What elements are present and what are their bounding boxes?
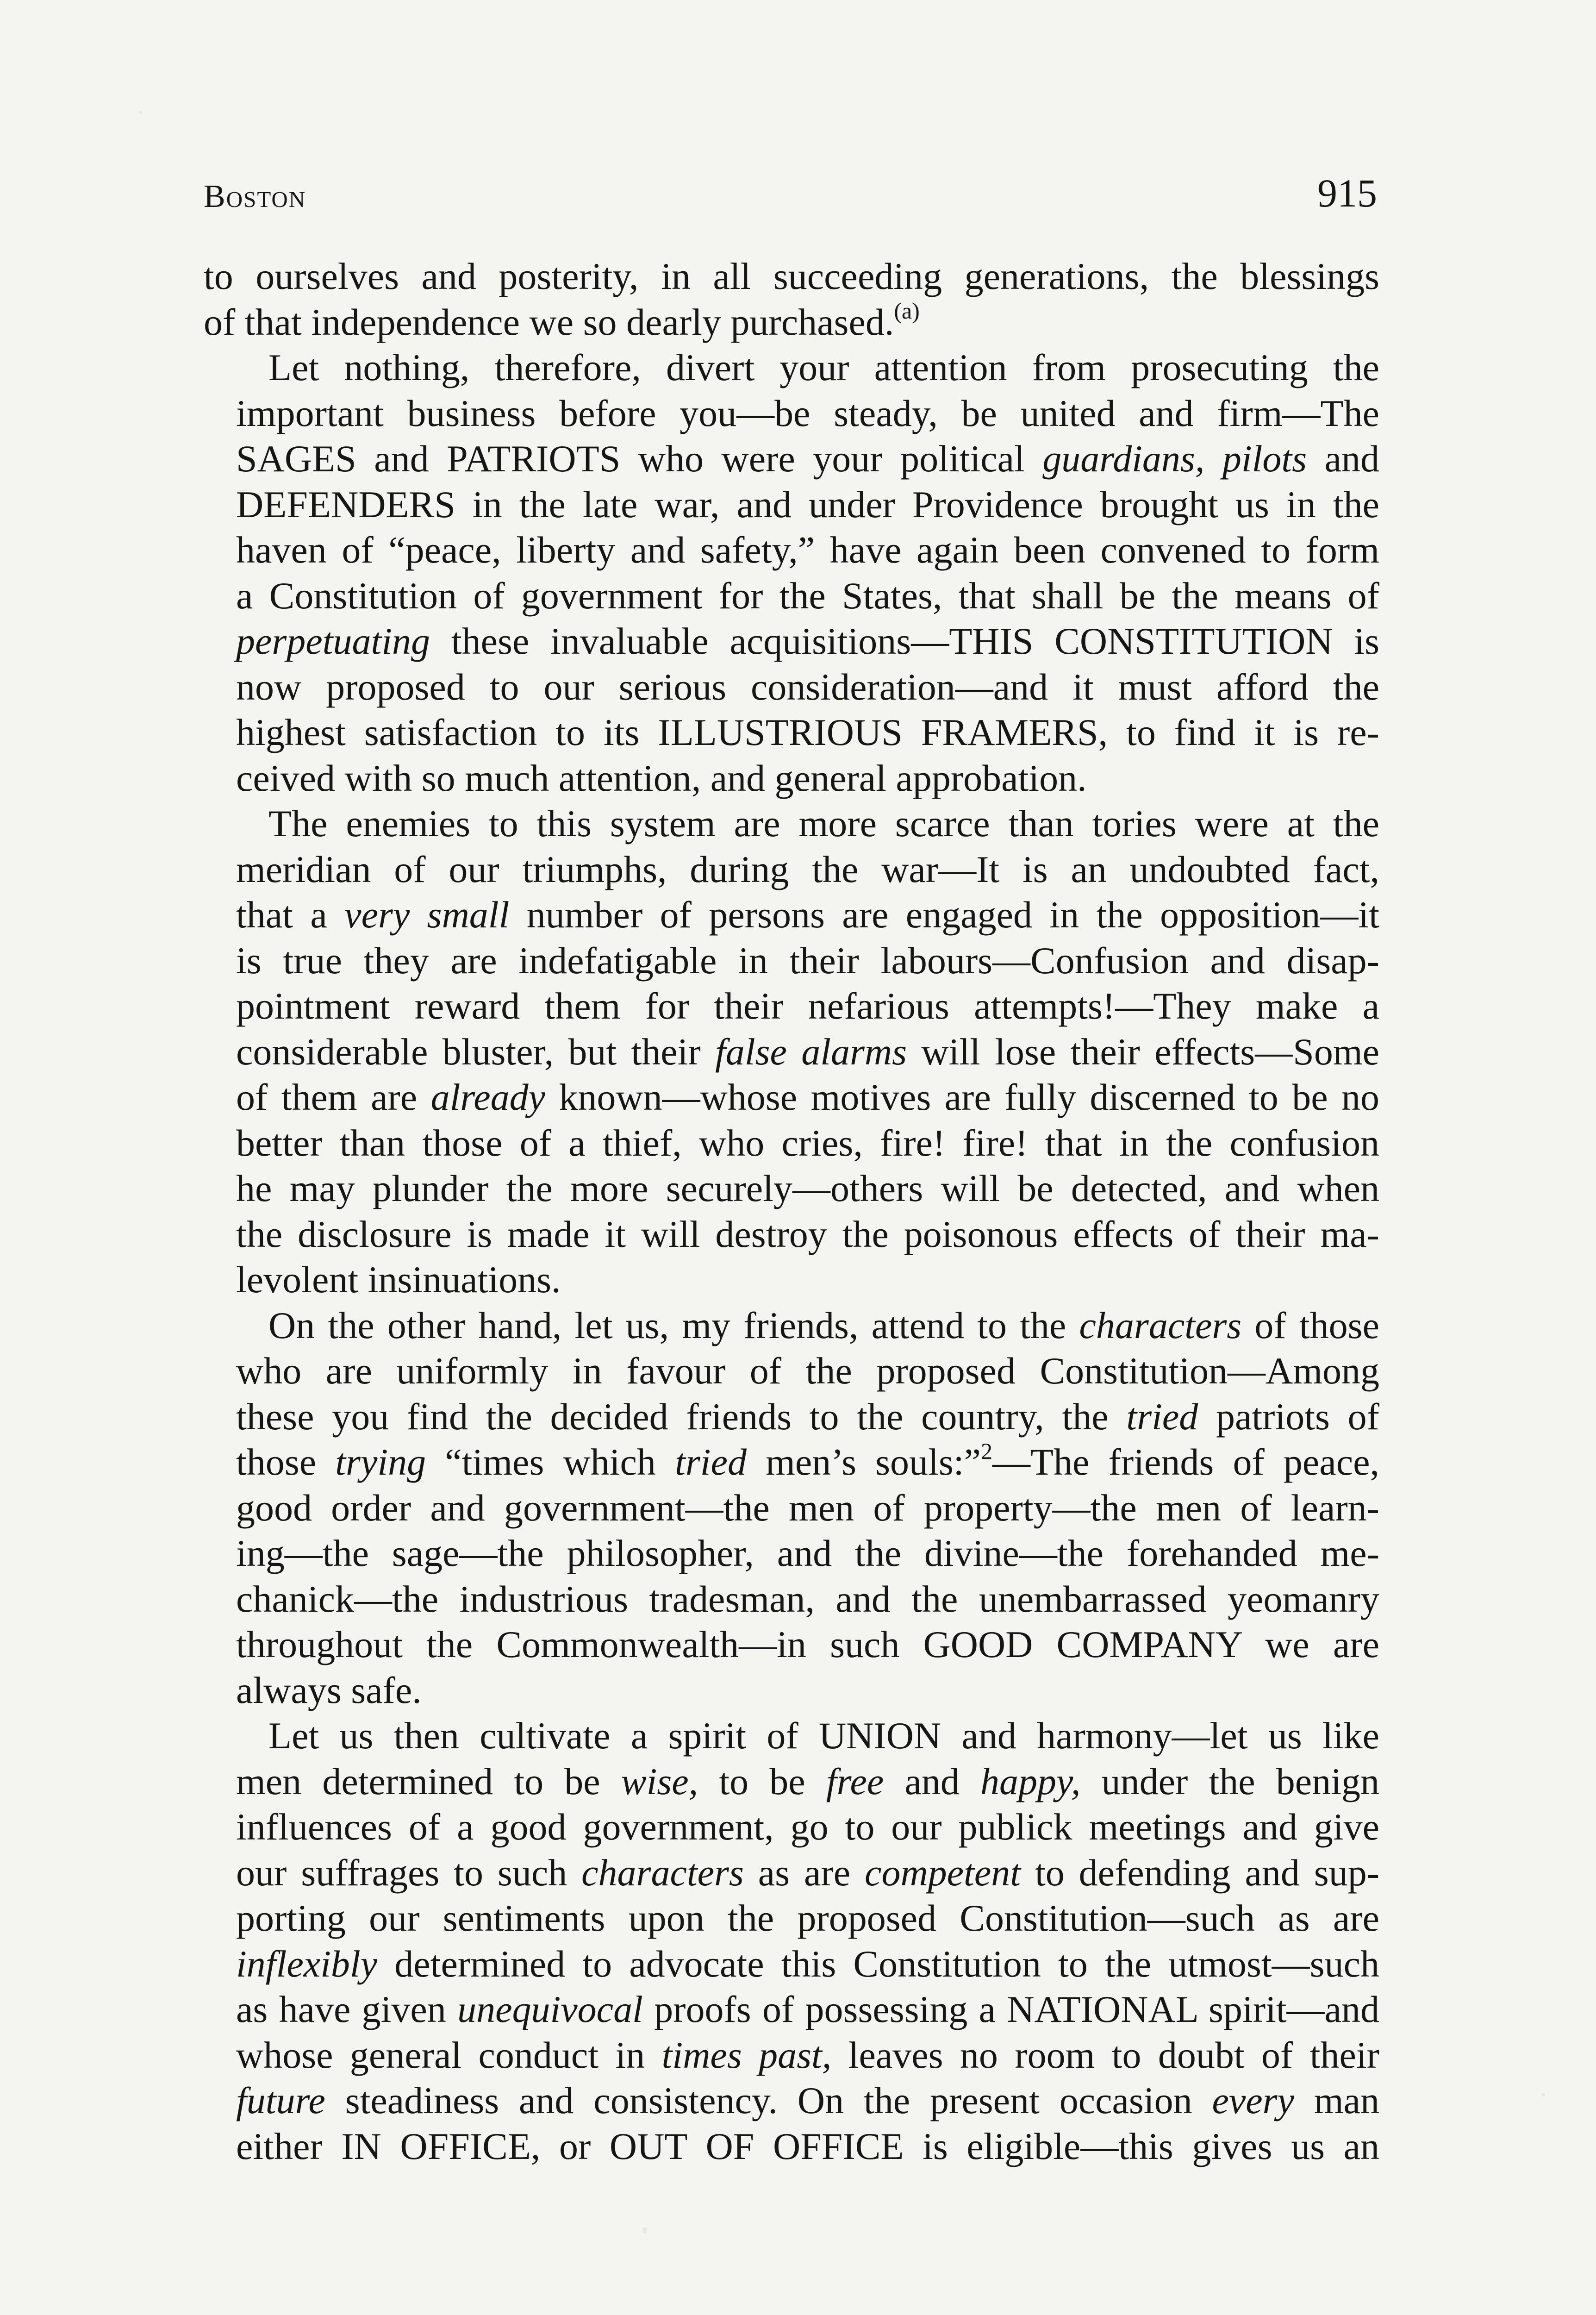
text-line: that a very small number of persons are engaged in the opposition—it [236, 894, 1379, 936]
text-line: important business before you—be steady, be united and firm—The [236, 392, 1379, 434]
paragraph [204, 254, 1379, 345]
text-line: those trying “times which tried men’s souls:”$^2$—The friends of peace, [236, 1438, 1380, 1483]
text-line: levolent insinuations. [236, 1258, 561, 1301]
text-line: perpetuating these invaluable acquisitions—THIS CONSTITUTION is [236, 620, 1379, 662]
paper-speck [1541, 2093, 1545, 2096]
paragraph [204, 1713, 1379, 2169]
paragraph [204, 1303, 1379, 1714]
text-line: inflexibly determined to advocate this Constitution to the utmost—such [236, 1942, 1379, 1985]
text-line: future steadiness and consistency. On the present occasion every man [236, 2079, 1379, 2121]
text-line: ceived with so much attention, and general approbation. [236, 757, 1087, 799]
text-line: of them are already known—whose motives are fully discerned to be no [236, 1076, 1379, 1118]
page-number: 915 [1317, 171, 1377, 215]
text-line: The enemies to this system are more scarce than tories were at the [268, 802, 1379, 845]
text-line: good order and government—the men of property—the men of learn- [236, 1486, 1379, 1529]
text-line: as have given unequivocal proofs of possessing a NATIONAL spirit—and [236, 1988, 1379, 2030]
text-line: a Constitution of government for the States, that shall be the means of [236, 574, 1379, 617]
text-line: Let nothing, therefore, divert your attention from prosecuting the [268, 346, 1379, 388]
running-title: Boston [204, 179, 306, 214]
text-line: porting our sentiments upon the proposed Constitution—such as are [236, 1897, 1379, 1939]
running-header [204, 171, 1377, 225]
body-text [204, 254, 1379, 2169]
text-line: now proposed to our serious consideration—and it must afford the [236, 665, 1379, 708]
text-line: pointment reward them for their nefarious attempts!—They make a [236, 985, 1379, 1027]
paper-speck [139, 111, 142, 114]
text-line: these you find the decided friends to the country, the tried patriots of [236, 1395, 1379, 1438]
text-line: who are uniformly in favour of the proposed Constitution—Among [236, 1350, 1379, 1392]
text-line: highest satisfaction to its ILLUSTRIOUS FRAMERS, to find it is re- [236, 711, 1379, 753]
text-line: he may plunder the more securely—others will be detected, and when [236, 1167, 1379, 1209]
text-line: men determined to be wise, to be free and happy, under the benign [236, 1760, 1379, 1802]
text-line: influences of a good government, go to our publick meetings and give [236, 1806, 1379, 1848]
paragraph [204, 345, 1379, 801]
text-line: On the other hand, let us, my friends, attend to the characters of those [268, 1304, 1379, 1346]
paragraph [204, 801, 1379, 1303]
paper-speck [642, 2227, 647, 2234]
text-line: always safe. [236, 1669, 422, 1711]
text-line: is true they are indefatigable in their labours—Confusion and disap- [236, 939, 1379, 982]
text-line: haven of “peace, liberty and safety,” have again been convened to form [236, 529, 1379, 571]
text-line: either IN OFFICE, or OUT OF OFFICE is eligible—this gives us an [236, 2125, 1379, 2167]
text-line: ing—the sage—the philosopher, and the divine—the forehanded me- [236, 1532, 1379, 1574]
text-line: DEFENDERS in the late war, and under Providence brought us in the [236, 483, 1379, 526]
text-line: meridian of our triumphs, during the war—It is an undoubted fact, [236, 848, 1379, 890]
text-line: throughout the Commonwealth—in such GOOD COMPANY we are [236, 1623, 1379, 1665]
text-line: whose general conduct in times past, leaves no room to doubt of their [236, 2033, 1379, 2076]
text-line: the disclosure is made it will destroy the poisonous effects of their ma- [236, 1213, 1379, 1255]
text-line: chanick—the industrious tradesman, and the unembarrassed yeomanry [236, 1577, 1379, 1620]
text-line: considerable bluster, but their false alarms will lose their effects—Some [236, 1030, 1380, 1073]
text-line: our suffrages to such characters as are competent to defending and sup- [236, 1851, 1379, 1894]
text-line: of that independence we so dearly purchased.$^{(a)}$ [204, 298, 920, 343]
text-line: SAGES and PATRIOTS who were your political guardians, pilots and [236, 438, 1379, 480]
text-line: better than those of a thief, who cries, fire! fire! that in the confusion [236, 1121, 1379, 1164]
text-line: to ourselves and posterity, in all succeeding generations, the blessings [204, 255, 1379, 297]
text-line: Let us then cultivate a spirit of UNION and harmony—let us like [268, 1714, 1379, 1757]
